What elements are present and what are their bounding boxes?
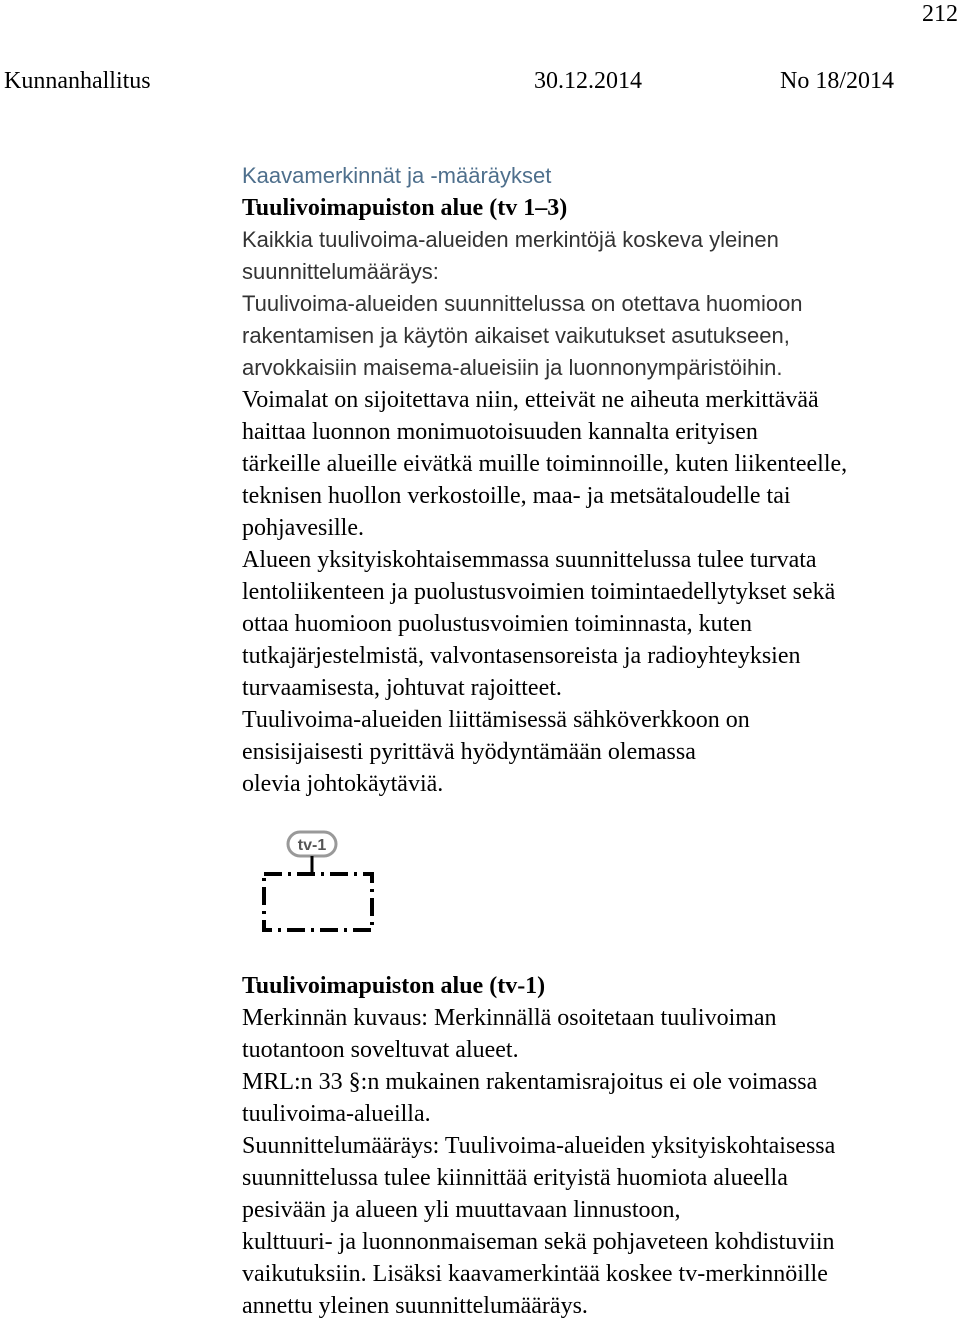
description-line: annettu yleinen suunnittelumääräys. xyxy=(242,1293,588,1319)
regulation-line: Voimalat on sijoitettava niin, etteivät ne aiheuta merkittävää xyxy=(242,387,819,413)
regulation-line: tutkajärjestelmistä, valvontasensoreista ja radioyhteyksien xyxy=(242,643,801,669)
marking-label-text: tv-1 xyxy=(297,837,327,854)
tv-1-area-section xyxy=(242,970,954,1322)
regulation-line: lentoliikenteen ja puolustusvoimien toimintaedellytykset sekä xyxy=(242,579,836,605)
regulation-line: tärkeille alueille eivätkä muille toiminnoille, kuten liikenteelle, xyxy=(242,451,848,477)
planning-regulations-section xyxy=(242,160,954,800)
regulation-line: Tuulivoima-alueiden liittämisessä sähköverkkoon on xyxy=(242,707,750,733)
regulation-line: Kaikkia tuulivoima-alueiden merkintöjä koskeva yleinen xyxy=(242,227,779,252)
description-line: tuulivoima-alueilla. xyxy=(242,1101,431,1127)
regulation-line: ensisijaisesti pyrittävä hyödyntämään olemassa xyxy=(242,739,696,765)
regulation-line: turvaamisesta, johtuvat rajoitteet. xyxy=(242,675,562,701)
regulation-line: Alueen yksityiskohtaisemmassa suunnittelussa tulee turvata xyxy=(242,547,817,573)
header-document-number: No 18/2014 xyxy=(780,68,894,94)
regulation-line: teknisen huollon verkostoille, maa- ja metsätaloudelle tai xyxy=(242,483,791,509)
marking-area-boundary xyxy=(264,874,372,930)
description-line: suunnittelussa tulee kiinnittää erityistä huomiota alueella xyxy=(242,1165,788,1191)
description-line: pesivään ja alueen yli muuttavaan linnustoon, xyxy=(242,1197,681,1223)
regulation-line: pohjavesille. xyxy=(242,515,364,541)
regulation-line: Tuulivoima-alueiden suunnittelussa on otettava huomioon xyxy=(242,291,803,316)
tv-1-marking-symbol xyxy=(256,826,382,936)
regulation-line: arvokkaisiin maisema-alueisiin ja luonnonympäristöihin. xyxy=(242,355,783,380)
area-title: Tuulivoimapuiston alue (tv 1–3) xyxy=(242,195,568,221)
description-line: tuotantoon soveltuvat alueet. xyxy=(242,1037,519,1063)
page-number: 212 xyxy=(922,1,958,27)
description-line: Suunnittelumääräys: Tuulivoima-alueiden yksityiskohtaisessa xyxy=(242,1133,836,1159)
header-organization: Kunnanhallitus xyxy=(4,68,151,94)
section-heading: Kaavamerkinnät ja -määräykset xyxy=(242,163,552,188)
regulation-line: olevia johtokäytäviä. xyxy=(242,771,444,797)
header-date: 30.12.2014 xyxy=(534,68,642,94)
regulation-line: suunnittelumääräys: xyxy=(242,259,439,284)
description-line: Merkinnän kuvaus: Merkinnällä osoitetaan tuulivoiman xyxy=(242,1005,777,1031)
area-title: Tuulivoimapuiston alue (tv-1) xyxy=(242,973,546,999)
regulation-line: rakentamisen ja käytön aikaiset vaikutukset asutukseen, xyxy=(242,323,790,348)
document-header xyxy=(4,66,954,96)
regulation-line: ottaa huomioon puolustusvoimien toiminnasta, kuten xyxy=(242,611,752,637)
regulation-line: haittaa luonnon monimuotoisuuden kannalta erityisen xyxy=(242,419,758,445)
description-line: MRL:n 33 §:n mukainen rakentamisrajoitus ei ole voimassa xyxy=(242,1069,818,1095)
description-line: kulttuuri- ja luonnonmaiseman sekä pohjaveteen kohdistuviin xyxy=(242,1229,835,1255)
description-line: vaikutuksiin. Lisäksi kaavamerkintää koskee tv-merkinnöille xyxy=(242,1261,828,1287)
